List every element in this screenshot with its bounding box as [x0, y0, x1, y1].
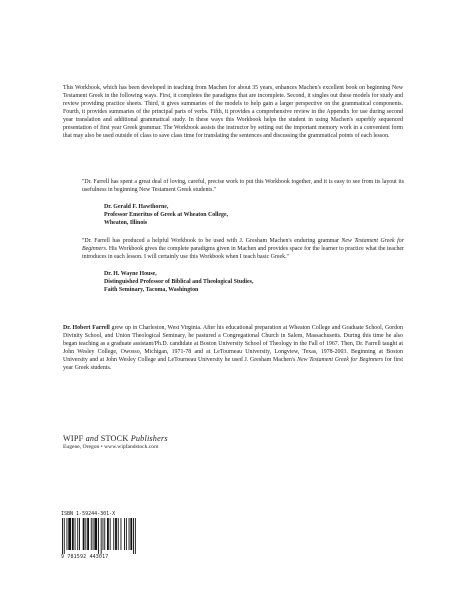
endorsement-quote: "Dr. Farrell has spent a great deal of loving, careful, precise work to put this Workbook together, and it is easy to see from its layout its usefulness in beginning New Testament Greek students."	[82, 179, 404, 193]
barcode-bar	[68, 518, 71, 550]
bio-book-title: New Testament Greek for Beginners	[297, 357, 384, 364]
publisher-block	[63, 434, 168, 451]
barcode-bar	[103, 518, 104, 550]
barcode-bar	[124, 518, 125, 550]
publisher-location	[63, 444, 168, 451]
endorsement-attribution	[82, 203, 404, 227]
endorser-name: Dr. Gerald F. Hawthorne,	[104, 203, 169, 210]
author-bio	[63, 324, 403, 372]
barcode-bar	[83, 518, 85, 550]
endorser-place: Faith Seminary, Tacoma, Washington	[104, 286, 199, 293]
endorsement-hawthorne	[82, 179, 404, 227]
barcode-bars	[60, 518, 138, 554]
barcode-bar	[129, 518, 130, 550]
barcode-bar	[93, 518, 94, 550]
barcode-bar	[107, 518, 109, 550]
endorser-title: Professor Emeritus of Greek at Wheaton College,	[104, 211, 229, 218]
isbn-label: ISBN 1-59244-301-X	[61, 511, 116, 517]
barcode-bar	[77, 518, 78, 550]
barcode-bar	[72, 518, 74, 550]
barcode-bar	[98, 518, 99, 554]
barcode-bar	[113, 518, 114, 550]
endorser-place: Wheaton, Illinois	[104, 220, 148, 226]
barcode-bar	[94, 518, 97, 550]
endorsement-quote	[82, 238, 404, 262]
barcode-bar	[130, 518, 132, 550]
publisher-separator: •	[99, 444, 105, 450]
barcode-bar	[126, 518, 127, 550]
barcode-bar	[91, 518, 92, 550]
barcode-bar	[85, 518, 86, 550]
publisher-name-part: and	[85, 434, 99, 443]
barcode-bar	[67, 518, 68, 550]
bio-text: grew up in Charleston, West Virginia. After his educational preparation at Wheaton College and Graduate School, Gordon Divinity School, and Union Theological Seminary, he pastured a Congregational Church in Salem, Massachusetts. During this time he also began teaching as a graduate assistant/Ph.D. candidate at Boston University School of Theology in the Fall of 1967. Then, Dr. Farrell taught at John Wesley College, Owosso, Michigan, 1971-78 and at LeTourneau University, Longview, Texas, 1978-2003. Beginning at Boston University and at John Wesley College and LeTourneau University he used J. Gresham Machen's	[63, 325, 403, 364]
bio-text: for first year Greek students.	[63, 357, 404, 372]
barcode-bar	[87, 518, 89, 550]
barcode-bar	[75, 518, 76, 550]
barcode-bar	[121, 518, 122, 550]
intro-paragraph: This Workbook, which has been developed in teaching from Machen for about 35 years, enhances Machen's excellent book on beginning New Testament Greek in the following ways. First, it completes the paradigms that are incomplete. Second, it singles out these models for study and review providing practice sheets. Third, it gives summaries of the models to help gain a larger perspective on the grammatical components. Fourth, it provides summaries of the principal parts of verbs. Fifth, it provides a comprehensive review in the Appendix for use during second year translation and additional grammatical study. In these ways this Workbook helps the student in using Machen's superbly sequenced presentation of first year Greek grammar. The Workbook assists the instructor by setting out the important memory work in a convenient form that may also be used outside of class to save class time for translating the sentences and discussing the grammatical points of each lesson.	[63, 85, 403, 140]
barcode-bar	[101, 518, 102, 554]
endorser-name: Dr. H. Wayne House,	[104, 270, 157, 277]
endorsement-house	[82, 238, 404, 294]
barcode-bar	[110, 518, 111, 550]
barcode-bar	[115, 518, 117, 550]
barcode-bar	[79, 518, 80, 550]
author-name: Dr. Hobert Farrell	[63, 325, 110, 331]
barcode	[60, 511, 138, 567]
publisher-url: www.wipfandstock.com	[104, 444, 159, 450]
barcode-bar	[133, 518, 134, 554]
barcode-bar	[135, 518, 136, 554]
barcode-number: 9 781592 443017	[61, 554, 109, 560]
barcode-bar	[104, 518, 105, 550]
publisher-name-part: WIPF	[63, 434, 86, 443]
barcode-bar	[64, 518, 65, 554]
quote-book-title: New Testament Greek for Beginners.	[82, 238, 404, 252]
endorsement-attribution	[82, 270, 404, 294]
quote-text: His Workbook gives the complete paradigms given in Machen and provides space for the learner to practice what the teacher introduces in each lesson. I will certainly use this Workbook when I teach basic Greek."	[82, 245, 404, 260]
barcode-bar	[118, 518, 119, 550]
barcode-bar	[62, 518, 63, 554]
publisher-city: Eugene, Oregon	[63, 444, 100, 450]
quote-text: "Dr. Farrell has produced a helpful Workbook to be used with J. Gresham Machen's enduring grammar	[82, 238, 342, 244]
endorser-title: Distinguished Professor of Biblical and Theological Studies,	[104, 278, 254, 285]
publisher-name-part: Publishers	[130, 434, 168, 443]
publisher-name-part: STOCK	[98, 434, 131, 443]
publisher-name	[63, 434, 168, 444]
